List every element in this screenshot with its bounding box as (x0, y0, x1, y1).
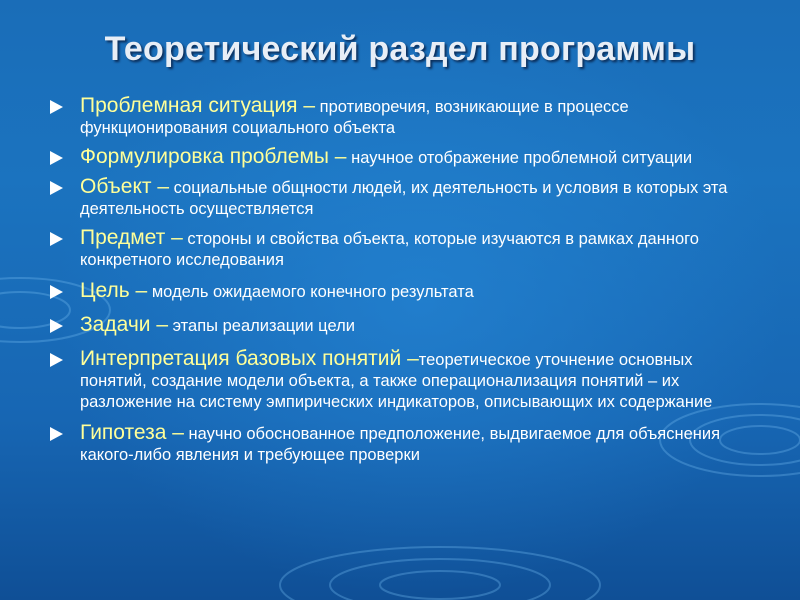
item-term: Формулировка проблемы – (80, 145, 347, 168)
list-item (50, 175, 762, 220)
slide-title: Теоретический раздел программы (104, 30, 696, 68)
item-term: Объект – (80, 175, 170, 198)
item-term: Интерпретация базовых понятий – (80, 347, 419, 370)
item-description: научное отображение проблемной ситуации (346, 149, 693, 167)
list-item (50, 94, 762, 139)
item-description: модель ожидаемого конечного результата (147, 283, 474, 301)
bullet-arrow-icon (50, 151, 63, 165)
list-item (50, 226, 762, 271)
bullet-arrow-icon (50, 285, 63, 299)
item-term: Задачи – (80, 313, 169, 336)
bullet-arrow-icon (50, 319, 63, 333)
item-description: этапы реализации цели (168, 317, 355, 335)
bullet-arrow-icon (50, 100, 63, 114)
item-term: Проблемная ситуация – (80, 94, 316, 117)
item-description: научно обоснованное предположение, выдвигаемое для объяснения какого-либо явления и требующее проверки (80, 425, 721, 464)
list-item (50, 313, 762, 337)
list-item (50, 145, 762, 169)
item-description: социальные общности людей, их деятельность и условия в которых эта деятельность осуществляется (80, 179, 728, 218)
bullet-list (50, 94, 762, 466)
item-term: Гипотеза – (80, 421, 184, 444)
bullet-arrow-icon (50, 427, 63, 441)
bullet-arrow-icon (50, 232, 63, 246)
bullet-arrow-icon (50, 353, 63, 367)
item-description: противоречия, возникающие в процессе функционирования социального объекта (80, 98, 629, 137)
list-item (50, 421, 762, 466)
bullet-arrow-icon (50, 181, 63, 195)
list-item (50, 279, 762, 303)
item-description: теоретическое уточнение основных понятий, создание модели объекта, а также операционализация понятий – их разложение на систему эмпирических индикаторов, описывающих их содержание (80, 351, 713, 411)
list-item (50, 347, 762, 413)
item-term: Цель – (80, 279, 148, 302)
item-term: Предмет – (80, 226, 183, 249)
item-description: стороны и свойства объекта, которые изучаются в рамках данного конкретного исследования (80, 230, 699, 269)
